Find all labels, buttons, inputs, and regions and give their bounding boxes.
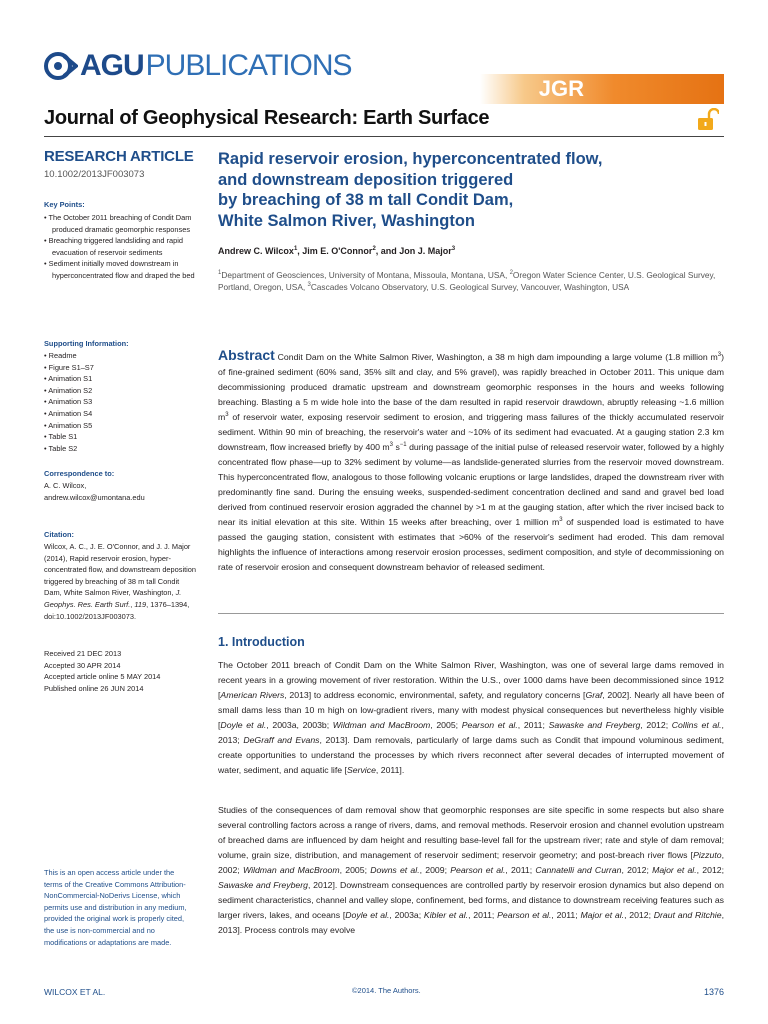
supporting-item[interactable]: • Animation S4	[44, 408, 93, 418]
section-heading-introduction: 1. Introduction	[218, 635, 305, 649]
correspondence-heading: Correspondence to:	[44, 469, 115, 478]
title-line: by breaching of 38 m tall Condit Dam,	[218, 191, 514, 210]
abstract-heading: Abstract	[218, 347, 275, 363]
body-paragraph: Studies of the consequences of dam removal show that geomorphic responses are site specific in some respects but also share several controlling factors across a range of rivers, dams, and removal methods. Reservoir erosion and channel evolution upstream of breached dams are influenced by dam height and resulting base-level fall for the upstream river; rate and style of dam removal; volume, grain size, distribution, and management of reservoir sediment; reservoir geometry; and post-breach river flows [Pizzuto, 2002; Wildman and MacBroom, 2005; Downs et al., 2009; Pearson et al., 2011; Cannatelli and Curran, 2012; Major et al., 2012; Sawaske and Freyberg, 2012]. Downstream consequences are controlled partly by reservoir erosion dynamics but also depend on sediment characteristics, channel and valley slope, confinement, bed forms, and distance to downstream receiving features such as larger rivers, lakes, and oceans [Doyle et al., 2003a; Kibler et al., 2011; Pearson et al., 2011; Major et al., 2012; Draut and Ritchie, 2013]. Process controls may evolve	[218, 805, 725, 935]
key-points-list	[44, 212, 196, 282]
supporting-item[interactable]: • Figure S1–S7	[44, 362, 94, 372]
doi-text[interactable]: 10.1002/2013JF003073	[44, 169, 145, 180]
header-divider	[44, 136, 724, 137]
date-line: Accepted 30 APR 2014	[44, 660, 121, 670]
abstract-divider	[218, 613, 724, 614]
jgr-banner	[480, 74, 724, 104]
abstract-paragraph: Abstract Condit Dam on the White Salmon River, Washington, a 38 m high dam impounding a large volume (1.8 million $m^3$) of fine-grained sediment (60% sand, 35% silt and clay, and 5% gravel), was rapidly breached in October 2011. This unique dam decommissioning produced dramatic upstream and downstream geomorphic responses in the hours and weeks following breaching. Blasting a 5 m wide hole into the base of the dam resulted in rapid reservoir drawdown, abruptly releasing ~1.6 million $m^3$ of reservoir water, exposing reservoir sediment to erosion, and triggering mass failures of the thickly accumulated reservoir sediment. Within 90 min of breaching, the reservoir's water and ~10% of its sediment had evacuated. At a gauging station 2.3 km downstream, flow increased briefly by 400 $m^3$ $s^{-1}$ during passage of the initial pulse of released reservoir water, followed by a highly concentrated flow phase—up to 32% sediment by volume—as landslide-generated slurries from the reservoir moved downstream. This hyperconcentrated flow, analogous to those following volcanic eruptions or large landslides, draped the downstream river with predominantly fine sand. During the ensuing weeks, suspended-sediment concentration declined and sand and gravel bed load derived from continued reservoir erosion aggraded the channel by >1 m at the gauging station, after which the river incised back to near its initial elevation at this site. Within 15 weeks after breaching, over 1 million $m^3$ of suspended load is estimated to have passed the gauging station, consistent with estimates that >60% of the reservoir's sediment had eroded. This dam removal highlights the influence of interactions among reservoir erosion processes, sediment composition, and style of decommissioning on rate of reservoir erosion and consequent downstream behavior of released sediment.	[218, 347, 724, 572]
key-point: • Sediment initially moved downstream in hyperconcentrated flow and draped the bed	[44, 259, 195, 280]
supporting-item[interactable]: • Animation S2	[44, 385, 93, 395]
supporting-info-heading: Supporting Information:	[44, 339, 129, 348]
logo-agu-text: AGU	[80, 49, 144, 82]
date-line: Received 21 DEC 2013	[44, 649, 122, 658]
correspondence-block	[44, 480, 196, 503]
footer-authors: WILCOX ET AL.	[44, 987, 106, 997]
jgr-badge: JGR	[538, 76, 584, 101]
citation-text: Wilcox, A. C., J. E. O'Connor, and J. J. Major (2014), Rapid reservoir erosion, hyper-concentrated flow, and downstream deposition triggered by breaching of 38 m tall Condit Dam, White Salmon River, Washington, J. Geophys. Res. Earth Surf., 119, 1376–1394, doi:10.1002/2013JF003073.	[44, 542, 197, 621]
article-title	[218, 149, 638, 231]
key-point: • Breaching triggered landsliding and rapid evacuation of reservoir sediments	[44, 236, 184, 257]
supporting-item[interactable]: • Animation S5	[44, 420, 93, 430]
article-type-label: RESEARCH ARTICLE	[44, 148, 194, 165]
page-number: 1376	[703, 987, 724, 997]
body-paragraph: The October 2011 breach of Condit Dam on the White Salmon River, Washington, was one of several large dams removed in recent years in a growing movement of river restoration. Within the U.S., over 1000 dams have been decommissioned since 1912 [American Rivers, 2013] to address economic, environmental, safety, and regulatory concerns [Graf, 2002]. Nearly all have been of small dams less than 10 m high on low-gradient rivers, many with modest physical consequences but nevertheless highly visible [Doyle et al., 2003a, 2003b; Wildman and MacBroom, 2005; Pearson et al., 2011; Sawaske and Freyberg, 2012; Collins et al., 2013; DeGraff and Evans, 2013]. Dam removals, particularly of large dams such as Condit that impound voluminous sediment, create opportunities to understand the processes by which rivers reconnect after several decades of interrupted movement of water, sediment, and aquatic life [Service, 2011].	[218, 660, 724, 775]
logo-publications-text: PUBLICATIONS	[145, 49, 352, 82]
agu-publications-logo	[44, 48, 352, 84]
date-line: Published online 26 JUN 2014	[44, 683, 144, 693]
key-points-heading: Key Points:	[44, 200, 85, 209]
supporting-item[interactable]: • Readme	[44, 351, 77, 360]
supporting-info-list	[44, 350, 196, 454]
supporting-item[interactable]: • Animation S3	[44, 397, 93, 407]
title-line: and downstream deposition triggered	[218, 170, 514, 189]
supporting-item[interactable]: • Table S1	[44, 432, 78, 442]
agu-globe-icon	[44, 52, 78, 80]
correspondence-email[interactable]: andrew.wilcox@umontana.edu	[44, 492, 145, 502]
journal-title: Journal of Geophysical Research: Earth Surface	[44, 107, 490, 129]
title-line: White Salmon River, Washington	[218, 211, 475, 230]
citation-heading: Citation:	[44, 530, 74, 539]
open-access-lock-icon	[697, 108, 719, 132]
affiliations: $^1$Department of Geosciences, University of Montana, Missoula, Montana, USA, $^2$Oregon Water Science Center, U.S. Geological Survey, Portland, Oregon, USA, $^3$Cascades Volcano Observatory, U.S. Geological Survey, Vancouver, Washington, USA	[218, 270, 716, 293]
publication-dates	[44, 648, 196, 694]
supporting-item[interactable]: • Animation S1	[44, 374, 93, 384]
open-access-notice: This is an open access article under the terms of the Creative Commons Attribution-NonCommercial-NoDerivs License, which permits use and distribution in any medium, provided the original work is properly cited, the use is non-commercial and no modifications or adaptations are made.	[44, 868, 187, 947]
author-list: Andrew C. Wilcox$^1$, Jim E. O'Connor$^2$, and Jon J. Major$^3$	[218, 246, 456, 256]
key-point: • The October 2011 breaching of Condit Dam produced dramatic geomorphic responses	[44, 213, 192, 234]
date-line: Accepted article online 5 MAY 2014	[44, 672, 161, 682]
title-line: Rapid reservoir erosion, hyperconcentrated flow,	[218, 150, 603, 168]
supporting-item[interactable]: • Table S2	[44, 443, 78, 453]
footer-copyright: ©2014. The Authors.	[352, 986, 421, 995]
correspondence-name: A. C. Wilcox,	[44, 481, 87, 490]
